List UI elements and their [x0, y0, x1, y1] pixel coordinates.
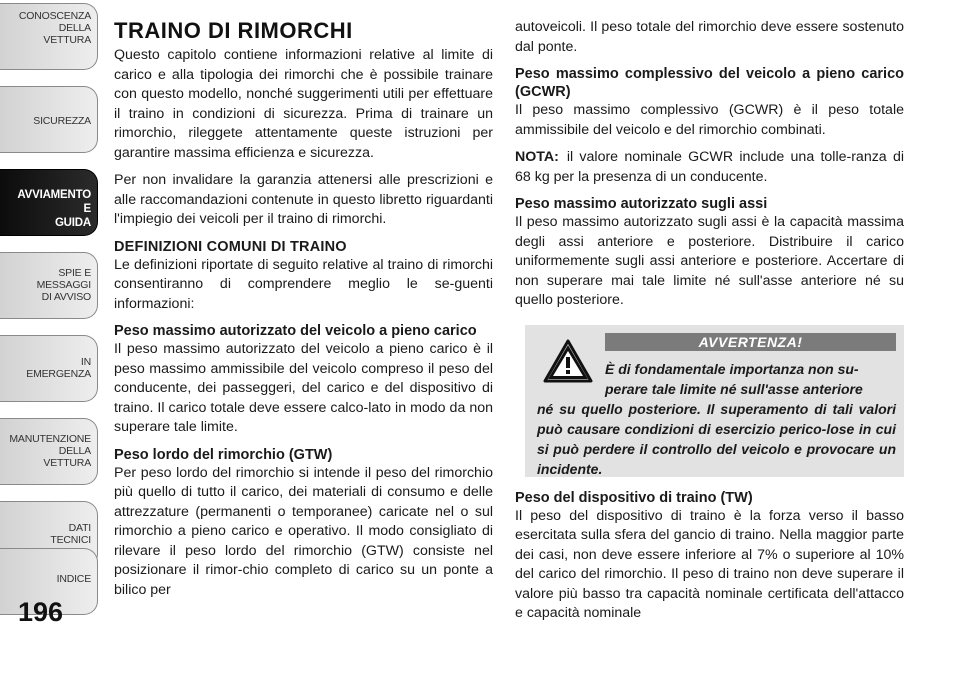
tab-avviamento-e-guida[interactable] [0, 169, 98, 236]
tw-paragraph: Il peso del dispositivo di traino è la forza verso il basso esercitata sulla sfera del gancio di traino. Nella maggior parte dei casi, non deve essere inferiore al 7% o superiore al 10% del carico del rimorchio. Il peso di traino non deve superare il valore più basso tra capacità nominale certificata dell'attacco e capacità nominale [515, 507, 904, 621]
continuation-paragraph: autoveicoli. Il peso totale del rimorchio deve essere sostenuto dal ponte. [515, 19, 904, 55]
tab-manutenzione[interactable] [0, 418, 98, 485]
tab-in-emergenza[interactable] [0, 335, 98, 402]
note-label: NOTA: [515, 149, 559, 165]
gcwr-heading: Peso massimo complessivo del veicolo a pieno carico (GCWR) [515, 66, 904, 100]
page-number: 196 [18, 597, 64, 627]
definitions-paragraph: Le definizioni riportate di seguito relative al traino di rimorchi consentiranno di comprendere meglio le se-guenti informazioni: [114, 256, 493, 312]
warning-rest: né su quello posteriore. Il superamento di tali valori può causare condizioni di esercizio perico-lose in cui si può perdere il controllo del veicolo e provocare un incidente. [537, 400, 896, 477]
note-text: il valore nominale GCWR include una tolle-ranza di 68 kg per la presenza di un conducente. [515, 149, 904, 185]
tab-label: SICUREZZA [33, 115, 91, 127]
axle-paragraph: Il peso massimo autorizzato sugli assi è la capacità massima degli assi anteriore e posteriore. Distribuire il carico uniformemente sugli assi anteriore e posteriore. Accertare di non superare mai tale limite né sull'asse anteriore né su quello posteriore. [515, 214, 904, 308]
warning-triangle-icon [543, 339, 593, 383]
tab-label: SPIE E MESSAGGI DI AVVISO [36, 267, 91, 303]
right-column [515, 18, 904, 632]
tab-label: INDICE [56, 573, 91, 585]
axle-heading: Peso massimo autorizzato sugli assi [515, 196, 768, 212]
section-title: TRAINO DI RIMORCHI [114, 18, 353, 43]
warning-box [525, 325, 904, 477]
tab-label: DATI TECNICI [50, 522, 91, 546]
gtw-heading: Peso lordo del rimorchio (GTW) [114, 446, 333, 463]
warning-line-2: perare tale limite né sull'asse anteriore [605, 380, 863, 397]
warning-line-1: È di fondamentale importanza non su- [605, 360, 859, 377]
intro-paragraph: Questo capitolo contiene informazioni relative al limite di carico e alla tipologia dei rimorchi che è possibile trainare con questo modello, nonché suggerimenti utili per effettuare il traino in condizioni di sicurezza. Prima di trainare un rimorchio, rileggete attentamente queste istruzioni per garantire massima efficienza e sicurezza. [114, 47, 493, 161]
note-paragraph [515, 148, 904, 187]
left-column [114, 18, 493, 608]
tab-label: CONOSCENZA DELLA VETTURA [18, 10, 91, 46]
tw-heading: Peso del dispositivo di traino (TW) [515, 489, 753, 506]
definitions-heading: DEFINIZIONI COMUNI DI TRAINO [114, 238, 347, 255]
tab-spie-e-messaggi[interactable] [0, 252, 98, 319]
warranty-paragraph: Per non invalidare la garanzia attenersi alle prescrizioni e alle raccomandazioni contenute in questo libretto riguardanti l'impiegio dei veicoli per il traino di rimorchi. [114, 172, 493, 227]
tab-label: MANUTENZIONE DELLA VETTURA [9, 433, 91, 469]
gtw-paragraph: Per peso lordo del rimorchio si intende il peso del rimorchio più quello di tutto il carico, dei materiali di consumo e delle attrezzature (permanenti o temporanee) caricate nel o sul rimorchio a pieno carico e operativo. Il modo consigliato di rilevare il peso lordo del rimorchio (GTW) consiste nel posizionare il rimor-chio completo di carico su un ponte a bilico per [114, 464, 493, 598]
tab-label: AVVIAMENTO E GUIDA [17, 189, 91, 229]
tab-sicurezza[interactable] [0, 86, 98, 153]
tab-conoscenza-della-vettura[interactable] [0, 3, 98, 70]
warning-title: AVVERTENZA! [605, 333, 896, 351]
gvwr-heading: Peso massimo autorizzato del veicolo a pieno carico [114, 323, 477, 339]
gvwr-paragraph: Il peso massimo autorizzato del veicolo a pieno carico è il peso massimo ammissibile del veicolo compreso il peso del conducente, dei passeggeri, del carico e del dispositivo di traino. Il carico totale deve essere calco-lato in modo da non superare tale limite. [114, 341, 493, 435]
chapter-sidebar [0, 0, 100, 678]
gcwr-paragraph: Il peso massimo complessivo (GCWR) è il peso totale ammissibile del veicolo e del rimorchio combinati. [515, 102, 904, 138]
tab-label: IN EMERGENZA [26, 356, 91, 380]
